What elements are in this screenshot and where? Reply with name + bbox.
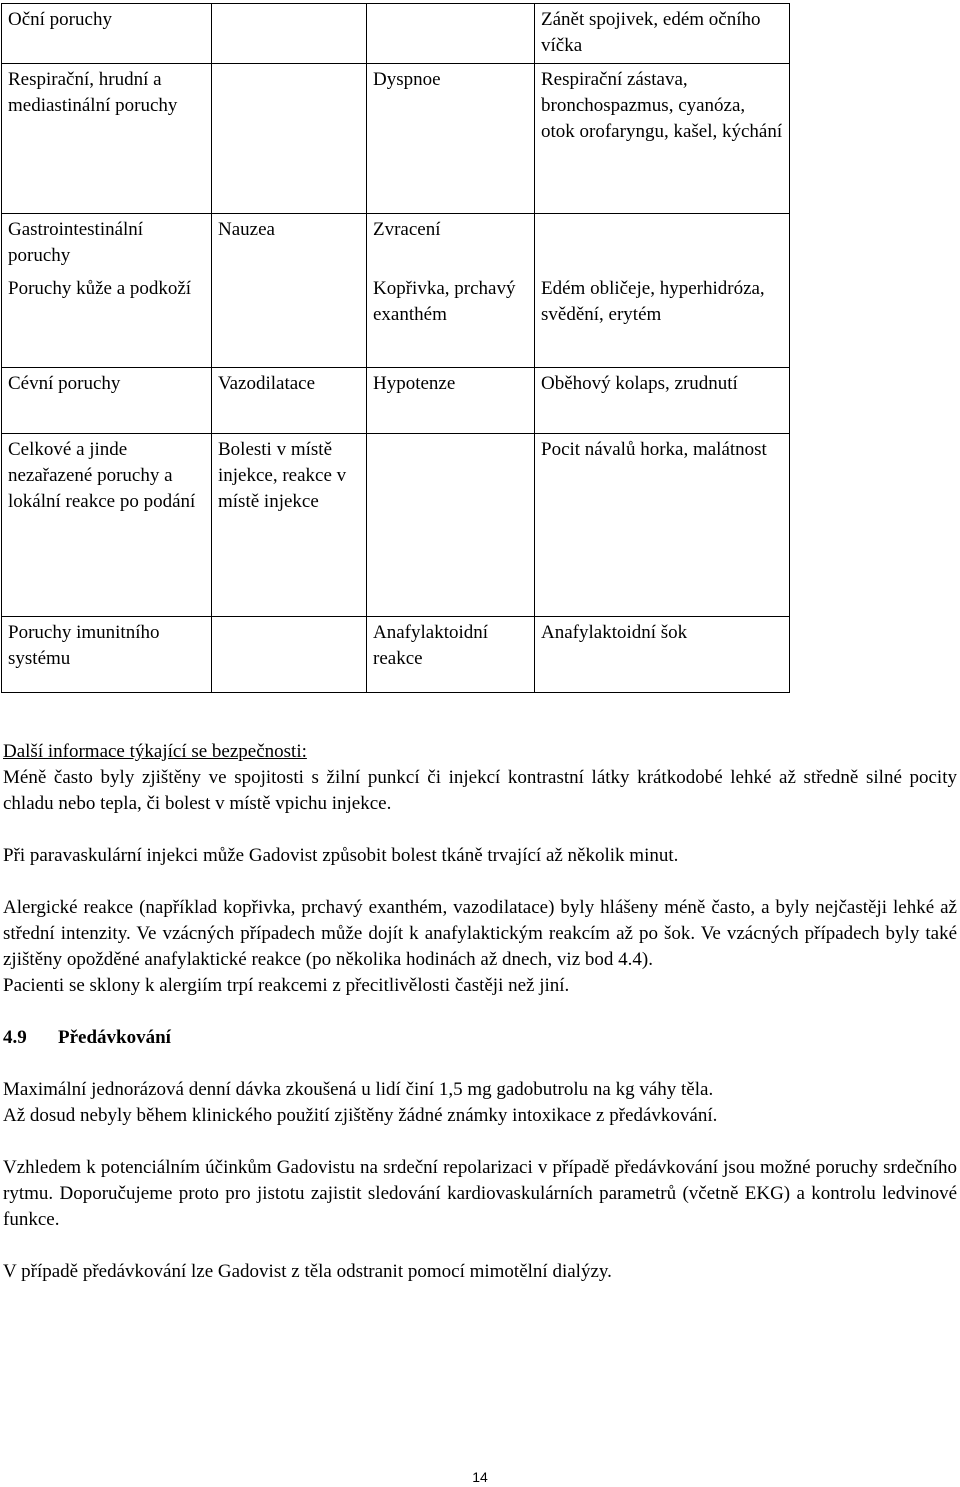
table-row bbox=[2, 64, 790, 214]
table-cell bbox=[212, 64, 367, 214]
safety-heading: Další informace týkající se bezpečnosti: bbox=[3, 741, 307, 762]
table-cell bbox=[535, 214, 790, 274]
table-cell bbox=[367, 433, 535, 616]
table-cell: Zvracení bbox=[367, 214, 535, 274]
safety-info bbox=[3, 739, 957, 1285]
safety-paragraph: Méně často byly zjištěny ve spojitosti s žilní punkcí či injekcí kontrastní látky krátkodobé lehké až středně silné pocity chladu nebo tepla, či bolest v místě vpichu injekce. bbox=[3, 767, 957, 814]
table-cell bbox=[212, 4, 367, 64]
table-cell: Dyspnoe bbox=[367, 64, 535, 214]
table-cell: Hypotenze bbox=[367, 367, 535, 433]
table-cell: Cévní poruchy bbox=[2, 367, 212, 433]
page-number: 14 bbox=[472, 1469, 488, 1485]
table-cell: Oční poruchy bbox=[2, 4, 212, 64]
section-heading bbox=[3, 1025, 957, 1051]
table-cell bbox=[212, 273, 367, 367]
table-row bbox=[2, 273, 790, 367]
safety-paragraph: Pacienti se sklony k alergiím trpí reakcemi z přecitlivělosti častěji než jiní. bbox=[3, 975, 570, 996]
table-cell: Poruchy imunitního systému bbox=[2, 616, 212, 692]
table-cell: Zánět spojivek, edém očního víčka bbox=[535, 4, 790, 64]
table-cell: Nauzea bbox=[212, 214, 367, 274]
table-cell: Respirační zástava, bronchospazmus, cyanóza, otok orofaryngu, kašel, kýchání bbox=[535, 64, 790, 214]
table-row bbox=[2, 4, 790, 64]
table-cell: Vazodilatace bbox=[212, 367, 367, 433]
table-cell: Celkové a jinde nezařazené poruchy a lokální reakce po podání bbox=[2, 433, 212, 616]
table-cell: Gastrointestinální poruchy bbox=[2, 214, 212, 274]
safety-paragraph: Při paravaskulární injekci může Gadovist způsobit bolest tkáně trvající až několik minut. bbox=[3, 845, 679, 866]
safety-paragraph: Alergické reakce (například kopřivka, prchavý exanthém, vazodilatace) byly hlášeny méně často, a byly nejčastěji lehké až střední intenzity. Ve vzácných případech může dojít k anafylaktickým reakcím až po šok. Ve vzácných případech byly také zjištěny opožděné anafylaktické reakce (po několika hodinách až dnech, viz bod 4.4). bbox=[3, 897, 957, 970]
section-paragraph: Maximální jednorázová denní dávka zkoušená u lidí činí 1,5 mg gadobutrolu na kg váhy těla. bbox=[3, 1079, 714, 1100]
table-row bbox=[2, 367, 790, 433]
section-paragraph: V případě předávkování lze Gadovist z těla odstranit pomocí mimotělní dialýzy. bbox=[3, 1261, 612, 1282]
table-cell: Anafylaktoidní reakce bbox=[367, 616, 535, 692]
section-paragraph: Vzhledem k potenciálním účinkům Gadovistu na srdeční repolarizaci v případě předávkování jsou možné poruchy srdečního rytmu. Doporučujeme proto pro jistotu zajistit sledování kardiovaskulárních parametrů (včetně EKG) a kontrolu ledvinové funkce. bbox=[3, 1157, 957, 1230]
table-cell: Kopřivka, prchavý exanthém bbox=[367, 273, 535, 367]
adverse-reactions-table bbox=[1, 3, 790, 693]
table-row bbox=[2, 616, 790, 692]
table-row bbox=[2, 214, 790, 274]
section-paragraph: Až dosud nebyly během klinického použití zjištěny žádné známky intoxikace z předávkování. bbox=[3, 1105, 718, 1126]
table-cell bbox=[367, 4, 535, 64]
table-cell: Anafylaktoidní šok bbox=[535, 616, 790, 692]
section-title: Předávkování bbox=[58, 1027, 171, 1048]
table-cell: Poruchy kůže a podkoží bbox=[2, 273, 212, 367]
table-cell: Pocit návalů horka, malátnost bbox=[535, 433, 790, 616]
table-cell: Respirační, hrudní a mediastinální poruchy bbox=[2, 64, 212, 214]
table-cell bbox=[212, 616, 367, 692]
table-cell: Bolesti v místě injekce, reakce v místě injekce bbox=[212, 433, 367, 616]
table-cell: Oběhový kolaps, zrudnutí bbox=[535, 367, 790, 433]
section-number: 4.9 bbox=[3, 1027, 27, 1048]
table-cell: Edém obličeje, hyperhidróza, svědění, erytém bbox=[535, 273, 790, 367]
table-row bbox=[2, 433, 790, 616]
